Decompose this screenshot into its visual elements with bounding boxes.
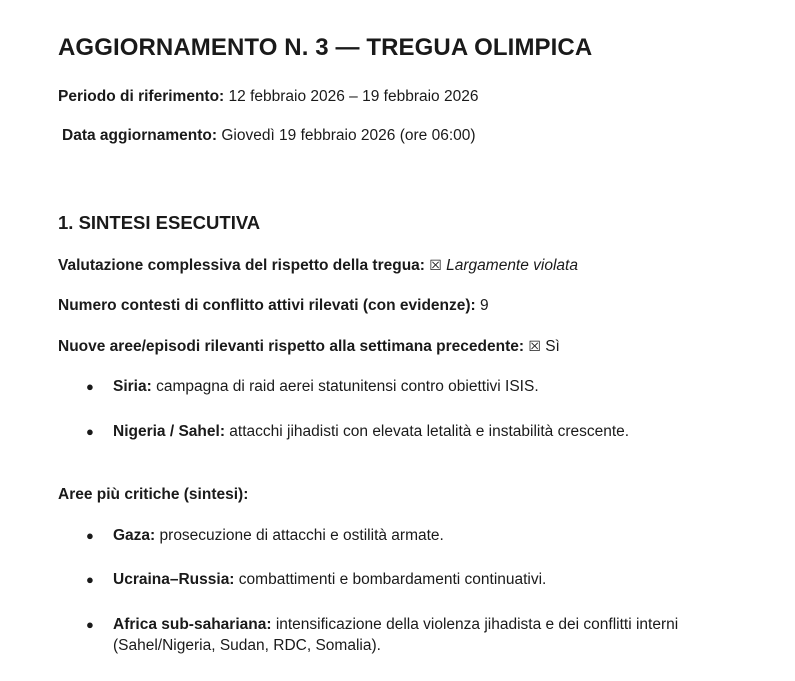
overall-assessment-value: Largamente violata xyxy=(446,257,578,274)
reference-period-value: 12 febbraio 2026 – 19 febbraio 2026 xyxy=(228,88,479,105)
active-contexts xyxy=(58,297,489,315)
list-item-text: combattimenti e bombardamenti continuativi. xyxy=(238,571,547,588)
list-item xyxy=(86,525,726,546)
update-date xyxy=(62,127,476,145)
checked-box-icon: ☒ xyxy=(528,339,541,355)
active-contexts-label: Numero contesti di conflitto attivi rilevati (con evidenze): xyxy=(58,297,476,314)
list-item-text: campagna di raid aerei statunitensi contro obiettivi ISIS. xyxy=(156,378,539,395)
list-item xyxy=(86,421,726,442)
list-item xyxy=(86,569,726,590)
critical-areas-heading: Aree più critiche (sintesi): xyxy=(58,486,249,503)
new-areas-value: Sì xyxy=(545,338,560,355)
overall-assessment xyxy=(58,257,578,275)
list-item-label: Africa sub-sahariana: xyxy=(113,616,272,633)
reference-period-label: Periodo di riferimento: xyxy=(58,88,225,105)
update-date-value: Giovedì 19 febbraio 2026 (ore 06:00) xyxy=(221,127,476,144)
overall-assessment-label: Valutazione complessiva del rispetto della tregua: xyxy=(58,257,425,274)
update-date-label: Data aggiornamento: xyxy=(62,127,218,144)
list-item xyxy=(86,614,726,656)
new-areas-label: Nuove aree/episodi rilevanti rispetto alla settimana precedente: xyxy=(58,338,525,355)
bullet-icon: ● xyxy=(86,528,94,543)
list-item-text: attacchi jihadisti con elevata letalità e instabilità crescente. xyxy=(229,423,630,440)
section-title: 1. SINTESI ESECUTIVA xyxy=(58,212,261,233)
bullet-icon: ● xyxy=(86,379,94,394)
list-item-label: Gaza: xyxy=(113,527,156,544)
active-contexts-value: 9 xyxy=(480,297,489,314)
new-areas xyxy=(58,338,560,356)
list-item-label: Ucraina–Russia: xyxy=(113,571,235,588)
list-item-label: Siria: xyxy=(113,378,152,395)
list-item-text: prosecuzione di attacchi e ostilità armate. xyxy=(159,527,444,544)
bullet-icon: ● xyxy=(86,424,94,439)
reference-period xyxy=(58,88,478,106)
bullet-icon: ● xyxy=(86,572,94,587)
list-item-label: Nigeria / Sahel: xyxy=(113,423,225,440)
list-item xyxy=(86,376,726,397)
document-title: AGGIORNAMENTO N. 3 — TREGUA OLIMPICA xyxy=(58,34,593,61)
list-item-text: intensificazione della violenza jihadista e dei conflitti interni (Sahel/Nigeria, Sudan, RDC, Somalia). xyxy=(113,616,679,654)
bullet-icon: ● xyxy=(86,617,94,632)
checked-box-icon: ☒ xyxy=(429,258,442,274)
